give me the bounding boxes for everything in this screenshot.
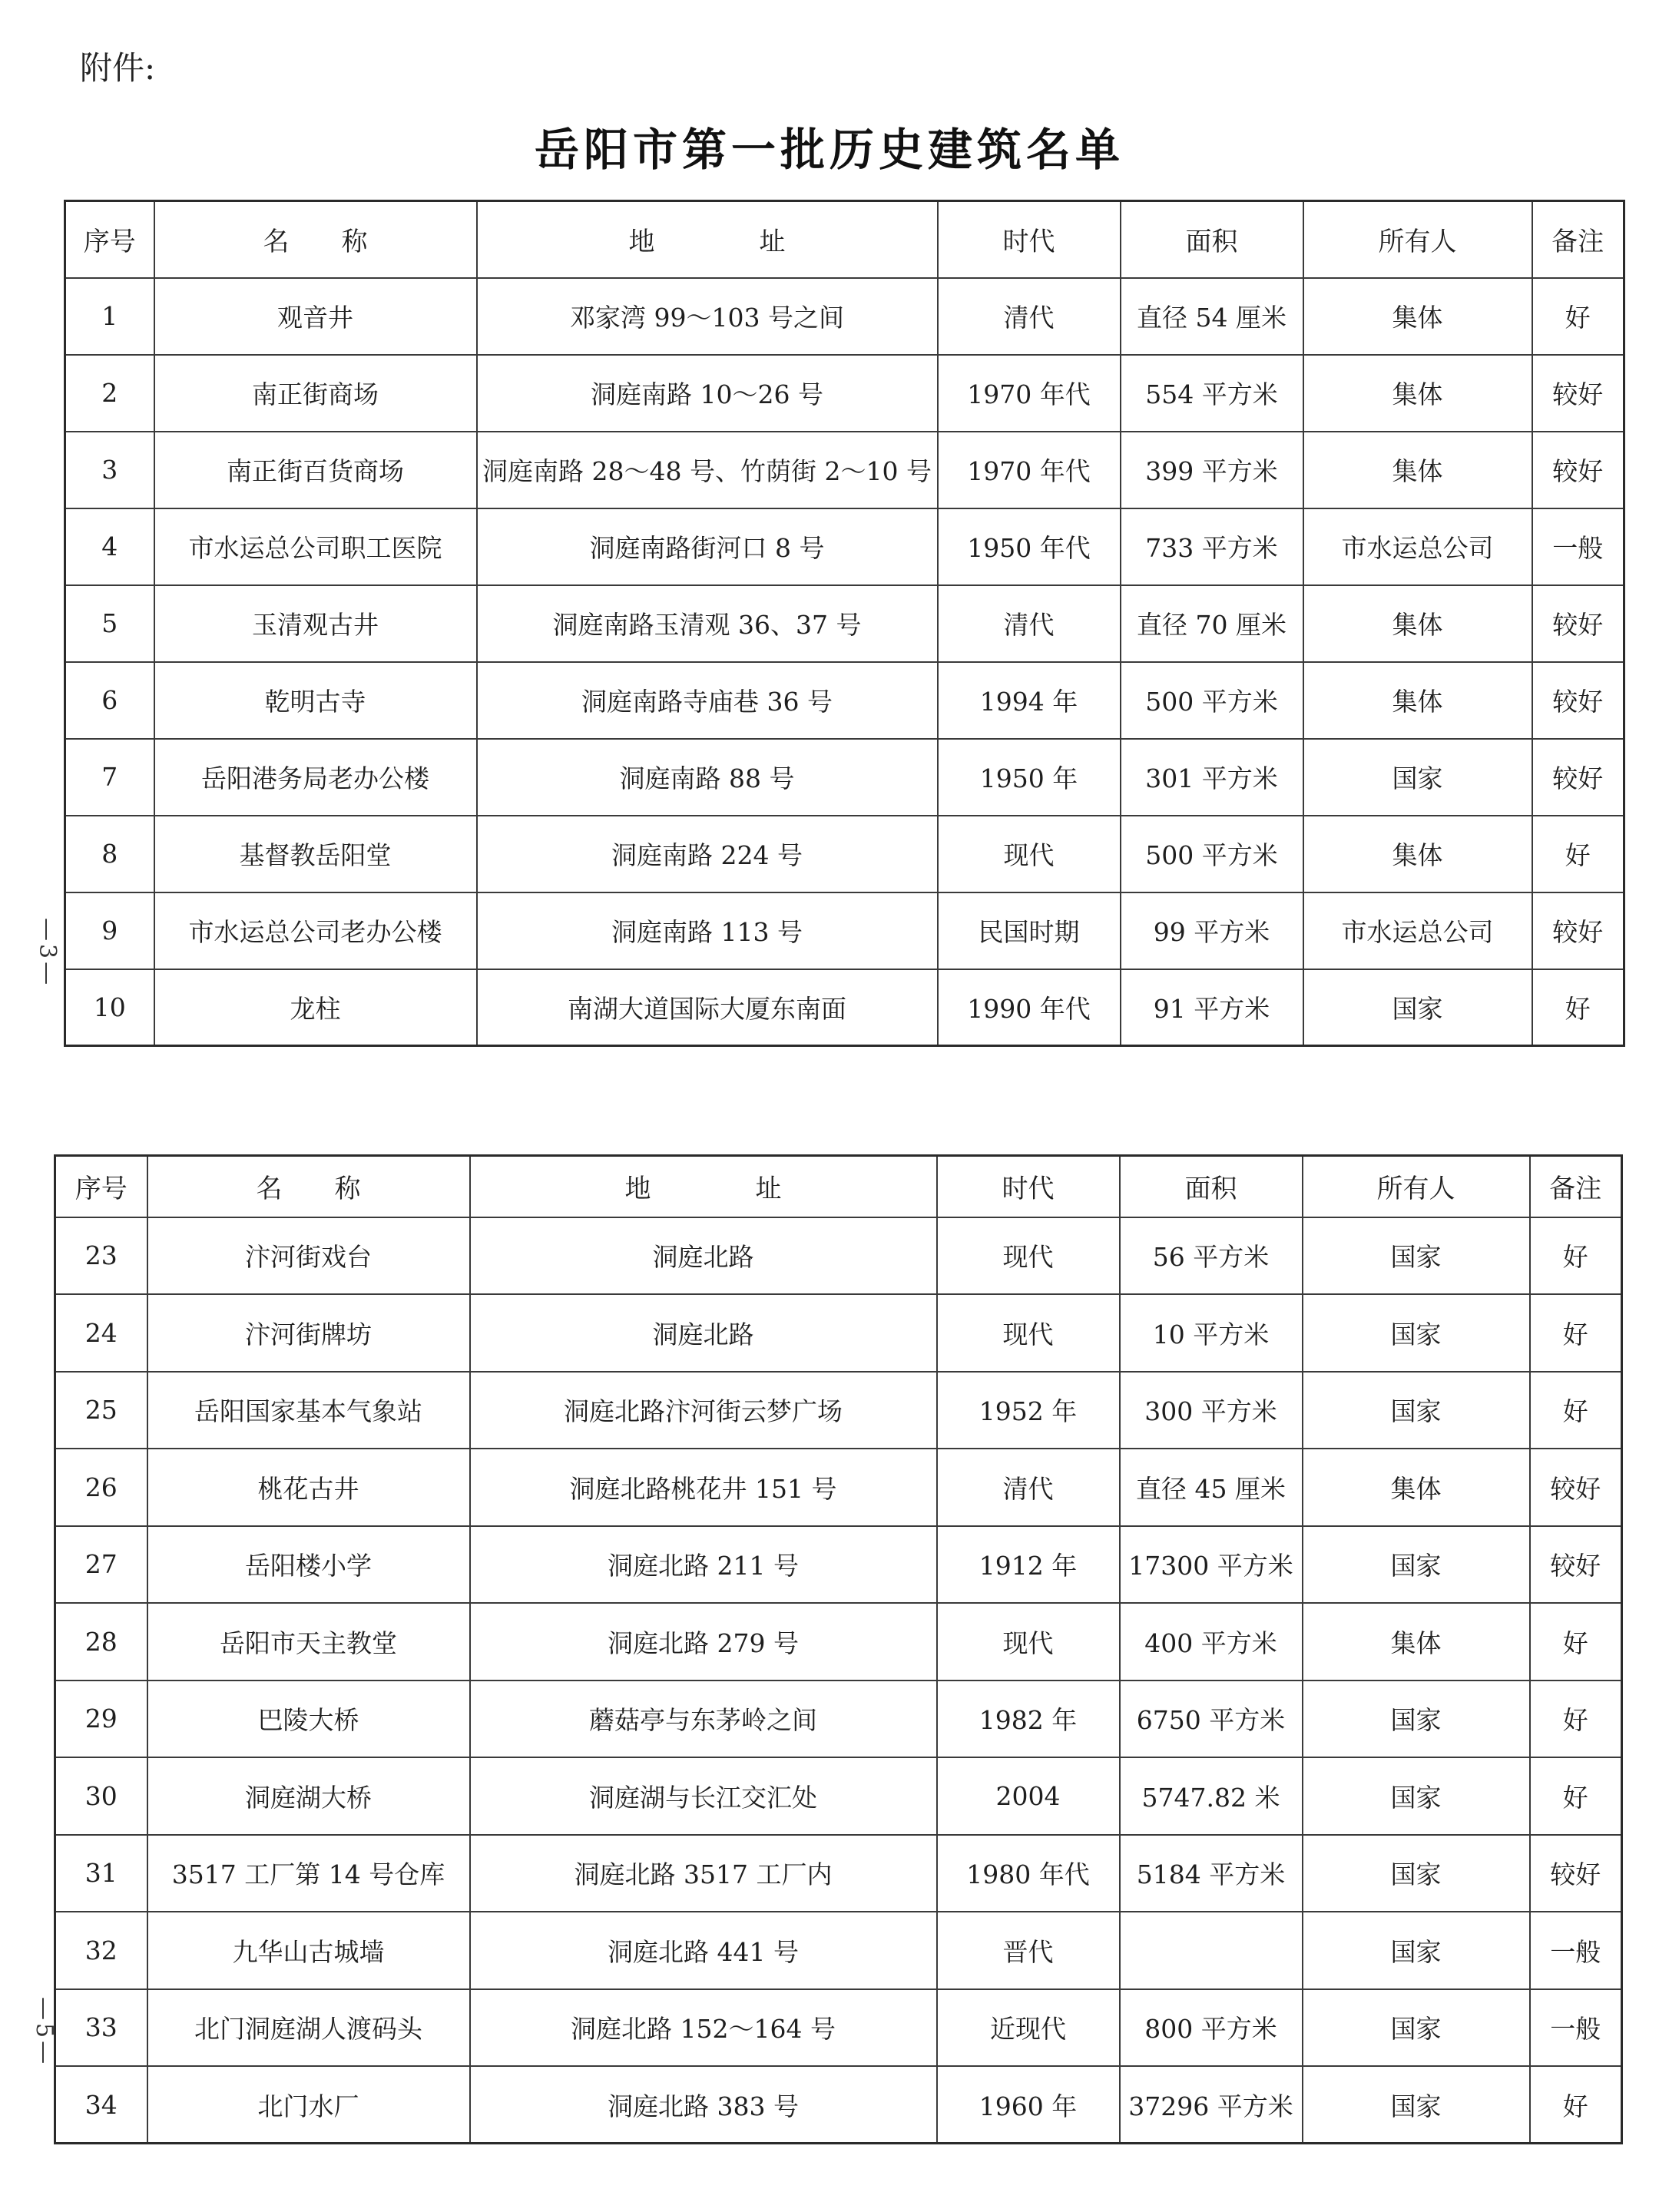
cell-seq: 23 [55,1217,147,1295]
cell-seq: 31 [55,1835,147,1912]
table-row [55,1603,1622,1681]
cell-note: 较好 [1530,1835,1622,1912]
header-owner: 所有人 [1303,201,1532,278]
cell-name: 洞庭湖大桥 [147,1757,470,1835]
page-number-mark: —3— [34,918,61,988]
cell-seq: 3 [65,432,154,508]
header-name: 名 称 [154,201,477,278]
cell-note: 较好 [1530,1526,1622,1604]
table-row [55,1217,1622,1295]
cell-owner: 国家 [1303,1835,1530,1912]
cell-owner: 市水运总公司 [1303,892,1532,969]
cell-owner: 国家 [1303,969,1532,1046]
cell-area: 直径 45 厘米 [1120,1449,1303,1526]
cell-address: 洞庭南路 10～26 号 [477,355,938,432]
cell-name: 岳阳市天主教堂 [147,1603,470,1681]
header-name: 名 称 [147,1156,470,1217]
cell-note: 一般 [1532,508,1624,585]
table-row [55,1294,1622,1372]
cell-address: 洞庭北路 279 号 [470,1603,937,1681]
cell-seq: 24 [55,1294,147,1372]
cell-name: 岳阳港务局老办公楼 [154,739,477,816]
cell-note: 好 [1530,1372,1622,1449]
cell-name: 龙柱 [154,969,477,1046]
cell-area: 800 平方米 [1120,1989,1303,2067]
cell-era: 1980 年代 [937,1835,1120,1912]
cell-name: 市水运总公司职工医院 [154,508,477,585]
cell-seq: 9 [65,892,154,969]
cell-area: 300 平方米 [1120,1372,1303,1449]
cell-note: 较好 [1532,432,1624,508]
cell-owner: 集体 [1303,585,1532,662]
cell-note: 好 [1530,1294,1622,1372]
table-row [65,892,1624,969]
cell-owner: 集体 [1303,1449,1530,1526]
cell-seq: 2 [65,355,154,432]
cell-address: 洞庭北路 211 号 [470,1526,937,1604]
cell-owner: 国家 [1303,1372,1530,1449]
cell-name: 九华山古城墙 [147,1912,470,1989]
cell-seq: 33 [55,1989,147,2067]
cell-owner: 国家 [1303,1294,1530,1372]
header-note: 备注 [1532,201,1624,278]
cell-era: 1994 年 [938,662,1121,739]
cell-owner: 国家 [1303,1989,1530,2067]
cell-note: 一般 [1530,1912,1622,1989]
cell-area: 6750 平方米 [1120,1681,1303,1758]
cell-address: 洞庭北路 441 号 [470,1912,937,1989]
header-seq: 序号 [65,201,154,278]
cell-name: 乾明古寺 [154,662,477,739]
cell-area: 400 平方米 [1120,1603,1303,1681]
cell-address: 洞庭北路 [470,1217,937,1295]
cell-seq: 1 [65,278,154,355]
cell-era: 1960 年 [937,2066,1120,2144]
cell-seq: 34 [55,2066,147,2144]
cell-address: 洞庭北路 383 号 [470,2066,937,2144]
cell-name: 3517 工厂第 14 号仓库 [147,1835,470,1912]
cell-address: 洞庭南路 28～48 号、竹荫街 2～10 号 [477,432,938,508]
cell-era: 1982 年 [937,1681,1120,1758]
cell-owner: 国家 [1303,1681,1530,1758]
cell-name: 观音井 [154,278,477,355]
cell-address: 洞庭南路玉清观 36、37 号 [477,585,938,662]
cell-area [1120,1912,1303,1989]
cell-note: 好 [1530,1681,1622,1758]
cell-name: 汴河街牌坊 [147,1294,470,1372]
cell-era: 1912 年 [937,1526,1120,1604]
cell-seq: 6 [65,662,154,739]
cell-area: 733 平方米 [1121,508,1303,585]
cell-owner: 国家 [1303,2066,1530,2144]
cell-seq: 7 [65,739,154,816]
cell-address: 洞庭南路 224 号 [477,816,938,892]
cell-area: 301 平方米 [1121,739,1303,816]
cell-owner: 国家 [1303,1217,1530,1295]
cell-era: 1990 年代 [938,969,1121,1046]
cell-era: 2004 [937,1757,1120,1835]
cell-era: 现代 [937,1603,1120,1681]
cell-era: 1950 年 [938,739,1121,816]
header-era: 时代 [938,201,1121,278]
cell-era: 清代 [938,278,1121,355]
cell-era: 1970 年代 [938,432,1121,508]
cell-era: 清代 [937,1449,1120,1526]
cell-address: 洞庭北路 152～164 号 [470,1989,937,2067]
cell-address: 洞庭北路桃花井 151 号 [470,1449,937,1526]
header-owner: 所有人 [1303,1156,1530,1217]
cell-seq: 5 [65,585,154,662]
cell-area: 37296 平方米 [1120,2066,1303,2144]
table-header-row [65,201,1624,278]
cell-area: 5747.82 米 [1120,1757,1303,1835]
document-title: 岳阳市第一批历史建筑名单 [534,124,1124,176]
cell-era: 近现代 [937,1989,1120,2067]
cell-note: 好 [1532,278,1624,355]
cell-note: 好 [1530,2066,1622,2144]
cell-note: 较好 [1532,739,1624,816]
cell-name: 基督教岳阳堂 [154,816,477,892]
cell-owner: 市水运总公司 [1303,508,1532,585]
cell-era: 清代 [938,585,1121,662]
cell-area: 99 平方米 [1121,892,1303,969]
cell-address: 洞庭南路寺庙巷 36 号 [477,662,938,739]
header-note: 备注 [1530,1156,1622,1217]
cell-name: 桃花古井 [147,1449,470,1526]
cell-seq: 32 [55,1912,147,1989]
header-address: 地 址 [477,201,938,278]
cell-note: 好 [1530,1757,1622,1835]
cell-address: 洞庭湖与长江交汇处 [470,1757,937,1835]
cell-seq: 28 [55,1603,147,1681]
table-header-row [55,1156,1622,1217]
cell-owner: 国家 [1303,739,1532,816]
cell-seq: 26 [55,1449,147,1526]
cell-area: 399 平方米 [1121,432,1303,508]
table-row [65,816,1624,892]
cell-seq: 25 [55,1372,147,1449]
cell-name: 玉清观古井 [154,585,477,662]
cell-name: 南正街商场 [154,355,477,432]
table-row [55,1835,1622,1912]
cell-owner: 国家 [1303,1526,1530,1604]
cell-name: 市水运总公司老办公楼 [154,892,477,969]
cell-note: 较好 [1530,1449,1622,1526]
table-row [65,739,1624,816]
cell-address: 洞庭北路 [470,1294,937,1372]
cell-address: 洞庭南路 88 号 [477,739,938,816]
table-row [65,432,1624,508]
cell-era: 现代 [937,1217,1120,1295]
cell-note: 好 [1530,1603,1622,1681]
cell-note: 好 [1532,816,1624,892]
cell-note: 较好 [1532,892,1624,969]
cell-note: 较好 [1532,355,1624,432]
cell-era: 民国时期 [938,892,1121,969]
cell-area: 直径 70 厘米 [1121,585,1303,662]
cell-era: 1952 年 [937,1372,1120,1449]
cell-seq: 10 [65,969,154,1046]
cell-area: 91 平方米 [1121,969,1303,1046]
table-row [55,1681,1622,1758]
cell-owner: 集体 [1303,816,1532,892]
page-number-mark: —5— [31,1997,58,2068]
attachment-label: 附件: [80,49,156,87]
cell-seq: 4 [65,508,154,585]
cell-owner: 国家 [1303,1757,1530,1835]
cell-name: 岳阳国家基本气象站 [147,1372,470,1449]
cell-era: 晋代 [937,1912,1120,1989]
cell-name: 南正街百货商场 [154,432,477,508]
cell-owner: 国家 [1303,1912,1530,1989]
cell-area: 56 平方米 [1120,1217,1303,1295]
cell-owner: 集体 [1303,1603,1530,1681]
cell-owner: 集体 [1303,662,1532,739]
cell-address: 洞庭南路街河口 8 号 [477,508,938,585]
table-row [65,355,1624,432]
cell-name: 北门水厂 [147,2066,470,2144]
cell-note: 好 [1532,969,1624,1046]
header-area: 面积 [1120,1156,1303,1217]
table-row [55,1912,1622,1989]
cell-area: 554 平方米 [1121,355,1303,432]
cell-seq: 29 [55,1681,147,1758]
cell-name: 岳阳楼小学 [147,1526,470,1604]
cell-era: 现代 [937,1294,1120,1372]
table-row [55,1449,1622,1526]
heritage-buildings-table-1 [64,200,1625,1047]
cell-area: 10 平方米 [1120,1294,1303,1372]
cell-name: 巴陵大桥 [147,1681,470,1758]
table-row [55,2066,1622,2144]
table-row [55,1372,1622,1449]
cell-area: 500 平方米 [1121,662,1303,739]
table-row [65,969,1624,1046]
cell-area: 直径 54 厘米 [1121,278,1303,355]
table-row [55,1526,1622,1604]
cell-owner: 集体 [1303,432,1532,508]
cell-era: 1970 年代 [938,355,1121,432]
cell-address: 洞庭南路 113 号 [477,892,938,969]
header-seq: 序号 [55,1156,147,1217]
cell-name: 汴河街戏台 [147,1217,470,1295]
table-row [55,1757,1622,1835]
cell-owner: 集体 [1303,278,1532,355]
cell-seq: 27 [55,1526,147,1604]
table-row [65,585,1624,662]
header-area: 面积 [1121,201,1303,278]
header-address: 地 址 [470,1156,937,1217]
cell-area: 17300 平方米 [1120,1526,1303,1604]
table-row [65,662,1624,739]
cell-name: 北门洞庭湖人渡码头 [147,1989,470,2067]
cell-area: 500 平方米 [1121,816,1303,892]
table-row [55,1989,1622,2067]
cell-address: 蘑菇亭与东茅岭之间 [470,1681,937,1758]
cell-owner: 集体 [1303,355,1532,432]
cell-note: 好 [1530,1217,1622,1295]
cell-area: 5184 平方米 [1120,1835,1303,1912]
cell-era: 1950 年代 [938,508,1121,585]
table-row [65,278,1624,355]
cell-address: 洞庭北路汴河街云梦广场 [470,1372,937,1449]
cell-seq: 8 [65,816,154,892]
heritage-buildings-table-2 [54,1154,1623,2144]
cell-note: 较好 [1532,585,1624,662]
cell-note: 较好 [1532,662,1624,739]
table-row [65,508,1624,585]
cell-seq: 30 [55,1757,147,1835]
cell-note: 一般 [1530,1989,1622,2067]
cell-era: 现代 [938,816,1121,892]
header-era: 时代 [937,1156,1120,1217]
cell-address: 邓家湾 99～103 号之间 [477,278,938,355]
cell-address: 南湖大道国际大厦东南面 [477,969,938,1046]
cell-address: 洞庭北路 3517 工厂内 [470,1835,937,1912]
